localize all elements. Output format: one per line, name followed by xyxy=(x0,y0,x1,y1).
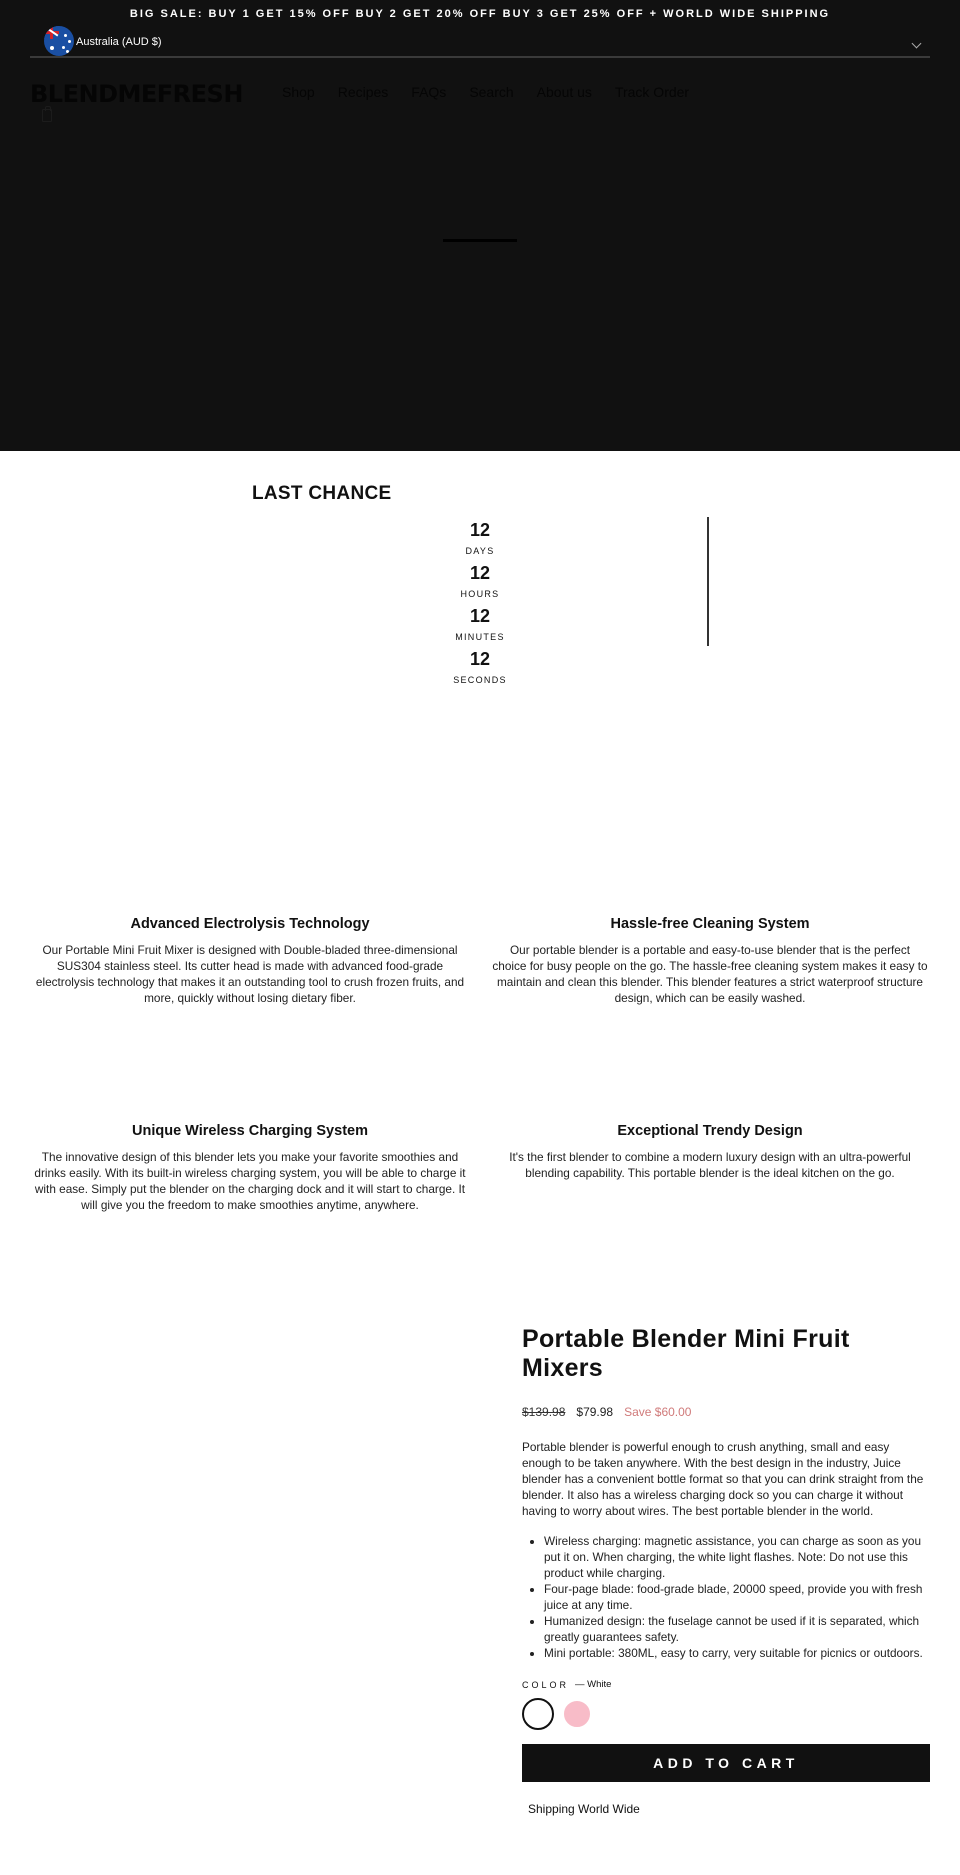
cart-icon[interactable] xyxy=(42,109,52,122)
product-info xyxy=(522,1325,930,1816)
feature-title: Hassle-free Cleaning System xyxy=(610,916,810,932)
countdown-title: LAST CHANCE xyxy=(252,483,392,504)
color-selector-label xyxy=(522,1679,930,1690)
product-title: Portable Blender Mini Fruit Mixers xyxy=(522,1325,850,1382)
countdown-label: HOURS xyxy=(460,589,500,599)
bullet-item: • Humanized design: the fuselage cannot be used if it is separated, which greatly guarantees safety. xyxy=(544,1613,930,1645)
currency-selector[interactable] xyxy=(30,28,930,58)
savings-badge: Save $60.00 xyxy=(624,1405,692,1419)
countdown-value: 12 xyxy=(469,649,491,669)
header-hero xyxy=(0,0,960,451)
divider-line xyxy=(707,517,709,646)
nav-search[interactable]: Search xyxy=(469,84,514,100)
nav-about-us[interactable]: About us xyxy=(536,84,592,100)
countdown-days xyxy=(430,519,530,562)
feature-text: Our portable blender is a portable and easy-to-use blender that is the perfect choice for busy people on the go. The hassle-free cleaning system makes it easy to maintain and clean this blender. This blender features a strict waterproof structure design, which can be easily washed. xyxy=(492,943,928,1005)
sale-price: $79.98 xyxy=(576,1405,614,1419)
countdown-seconds xyxy=(430,648,530,691)
feature-item xyxy=(30,871,470,1078)
announcement-bar: BIG SALE: BUY 1 GET 15% OFF BUY 2 GET 20% OFF BUY 3 GET 25% OFF + WORLD WIDE SHIPPING xyxy=(129,8,831,20)
nav-track-order[interactable]: Track Order xyxy=(614,84,690,100)
bullet-item: • Wireless charging: magnetic assistance, you can charge as soon as you put it on. When charging, the white light flashes. Note: Do not use this product while charging. xyxy=(544,1533,930,1581)
countdown-label: MINUTES xyxy=(455,632,505,642)
feature-text: The innovative design of this blender lets you make your favorite smoothies and drinks easily. With its built-in wireless charging system, you will be able to charge it with ease. Simply put the blender on the charging dock and it will start to charge. It will give you the freedom to make smoothies anytime, anywhere. xyxy=(34,1150,466,1212)
feature-text: Our Portable Mini Fruit Mixer is designed with Double-bladed three-dimensional SUS304 stainless steel. Its cutter head is made with advanced food-grade electrolysis technology that makes it an outstanding tool to crush frozen fruits, and more, quickly without losing dietary fiber. xyxy=(35,943,465,1005)
bullet-item: • Four-page blade: food-grade blade, 20000 speed, provide you with fresh juice at any time. xyxy=(544,1581,930,1613)
countdown-value: 12 xyxy=(469,563,491,583)
countdown-label: SECONDS xyxy=(453,675,507,685)
countdown-label: DAYS xyxy=(465,546,495,556)
countdown-timer xyxy=(430,519,530,691)
product-description: Portable blender is powerful enough to crush anything, small and easy enough to be taken anywhere. With the best design in the industry, Juice blender has a convenient bottle format so that you can drink straight from the blender. It also has a wireless charging dock so you can charge it without having to worry about wires. The best portable blender in the world. xyxy=(522,1440,924,1518)
features-grid xyxy=(0,871,960,1285)
feature-item xyxy=(490,1078,930,1285)
swatch-white[interactable] xyxy=(522,1698,554,1730)
australia-flag-icon xyxy=(44,26,74,56)
color-label: COLOR xyxy=(522,1679,570,1690)
currency-label: Australia (AUD $) xyxy=(76,36,162,48)
original-price: $139.98 xyxy=(522,1405,566,1419)
chevron-down-icon[interactable] xyxy=(912,39,922,49)
countdown-value: 12 xyxy=(469,606,491,626)
feature-item xyxy=(30,1078,470,1285)
countdown-minutes xyxy=(430,605,530,648)
countdown-section xyxy=(0,451,960,871)
site-logo[interactable]: BLENDMEFRESH xyxy=(30,80,243,108)
feature-title: Advanced Electrolysis Technology xyxy=(130,916,370,932)
add-to-cart-button[interactable]: ADD TO CART xyxy=(522,1744,930,1782)
shipping-note: Shipping World Wide xyxy=(528,1802,640,1816)
feature-item xyxy=(490,871,930,1078)
feature-bullets xyxy=(522,1533,930,1661)
main-header xyxy=(0,58,960,138)
main-nav xyxy=(282,84,689,100)
product-section xyxy=(0,1285,960,1839)
nav-shop[interactable]: Shop xyxy=(282,84,315,100)
bullet-item: • Mini portable: 380ML, easy to carry, very suitable for picnics or outdoors. xyxy=(544,1645,930,1661)
swatch-pink[interactable] xyxy=(562,1699,592,1729)
countdown-hours xyxy=(430,562,530,605)
product-image-area xyxy=(30,1285,480,1785)
feature-text: It's the first blender to combine a modern luxury design with an ultra-powerful blending capability. This portable blender is the ideal kitchen on the go. xyxy=(509,1150,911,1180)
selected-color: — White xyxy=(575,1679,612,1690)
price-row xyxy=(522,1405,930,1419)
countdown-value: 12 xyxy=(469,520,491,540)
feature-title: Unique Wireless Charging System xyxy=(132,1123,368,1139)
nav-faqs[interactable]: FAQs xyxy=(411,84,447,100)
color-swatches xyxy=(522,1698,930,1730)
nav-recipes[interactable]: Recipes xyxy=(337,84,389,100)
loading-bar xyxy=(443,239,517,242)
feature-title: Exceptional Trendy Design xyxy=(617,1123,803,1139)
